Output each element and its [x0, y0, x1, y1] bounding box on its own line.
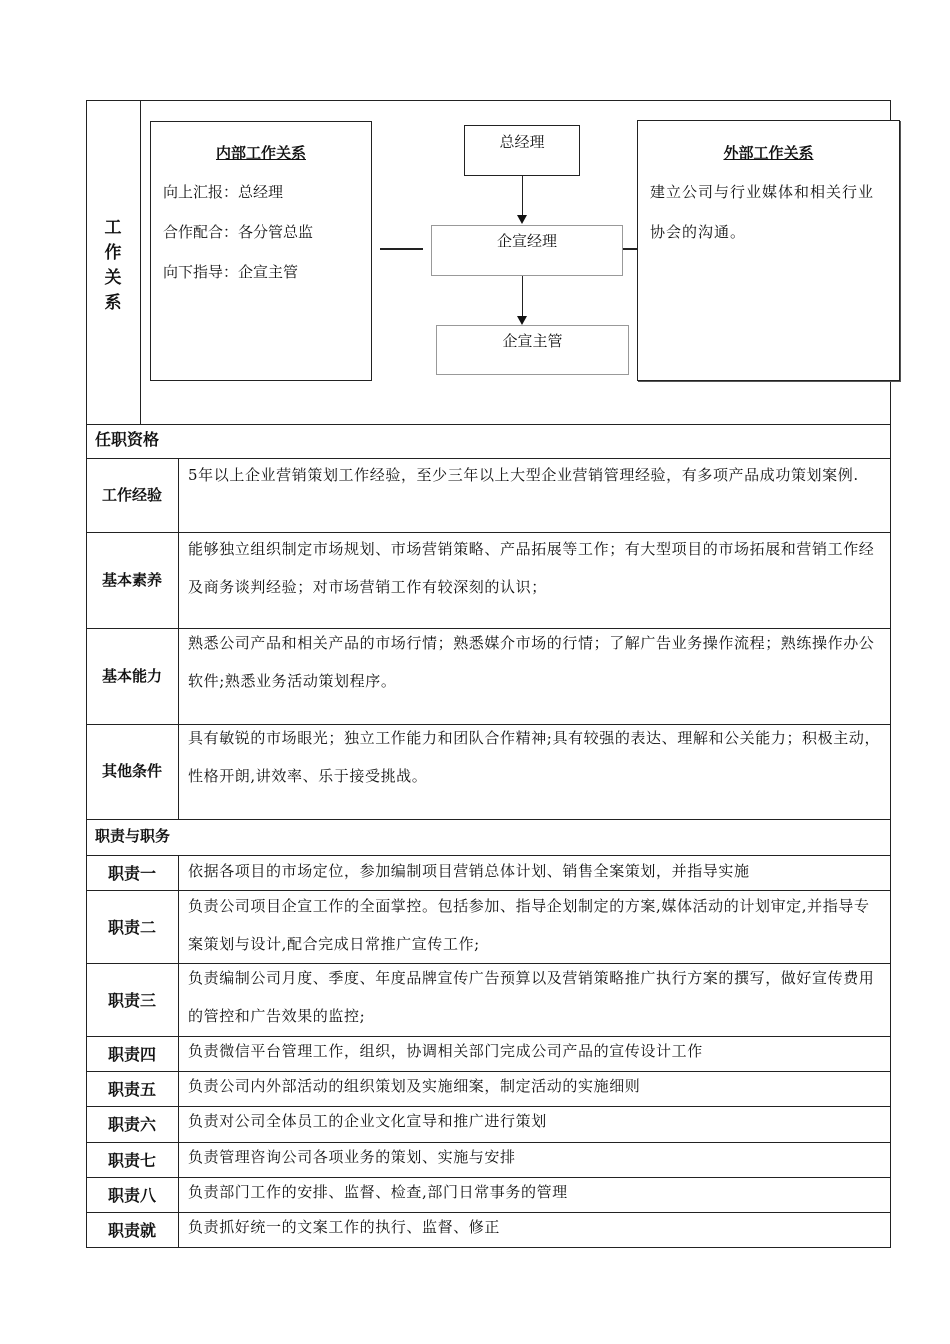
arrow-down-icon — [517, 215, 527, 224]
table-border-bottom — [86, 1247, 891, 1248]
duty-text: 依据各项目的市场定位，参加编制项目营销总体计划、销售全案策划，并指导实施 — [188, 862, 750, 880]
qualifications-header: 任职资格 — [95, 430, 160, 449]
duty-text: 负责部门工作的安排、监督、检查,部门日常事务的管理 — [188, 1183, 568, 1201]
org-node-top-label: 总经理 — [499, 133, 545, 151]
row-divider — [86, 1142, 891, 1143]
duties-header: 职责与职务 — [95, 827, 171, 845]
relations-label-char: 系 — [104, 293, 122, 313]
row-divider — [86, 1177, 891, 1178]
duty-text: 负责管理咨询公司各项业务的策划、实施与安排 — [188, 1148, 516, 1166]
duty-text: 负责公司内外部活动的组织策划及实施细案，制定活动的实施细则 — [188, 1077, 641, 1095]
internal-relations-title: 内部工作关系 — [215, 144, 306, 162]
external-connector-line — [623, 248, 637, 250]
duty-text: 负责抓好统一的文案工作的执行、监督、修正 — [188, 1218, 501, 1236]
duty-text: 负责编制公司月度、季度、年度品牌宣传广告预算以及营销策略推广执行方案的撰写，做好宣传费用的管控和广告效果的监控; — [188, 969, 875, 1025]
relations-label-char: 作 — [104, 243, 122, 263]
duty-label: 职责三 — [107, 991, 156, 1010]
duty-label: 职责二 — [107, 918, 156, 937]
duties-header-line — [86, 855, 891, 856]
duty-text: 负责微信平台管理工作，组织，协调相关部门完成公司产品的宣传设计工作 — [188, 1042, 703, 1060]
relations-bottom-line — [86, 424, 891, 425]
row-divider — [86, 1106, 891, 1107]
org-arrow-line — [522, 276, 523, 316]
external-relation-line: 建立公司与行业媒体和相关行业 — [650, 183, 875, 201]
relations-label-char: 工 — [104, 218, 122, 238]
external-relation-line: 协会的沟通。 — [650, 223, 747, 241]
duty-label: 职责六 — [107, 1115, 156, 1134]
internal-connector-line — [380, 248, 423, 250]
org-arrow-line — [522, 176, 523, 215]
duty-label: 职责五 — [107, 1080, 156, 1099]
qualification-text: 5年以上企业营销策划工作经验，至少三年以上大型企业营销管理经验，有多项产品成功策划案例. — [188, 466, 859, 484]
qualification-text: 具有敏锐的市场眼光；独立工作能力和团队合作精神;具有较强的表达、理解和公关能力；积极主动，性格开朗,讲效率、乐于接受挑战。 — [188, 729, 881, 785]
internal-relation-line: 合作配合：各分管总监 — [163, 223, 314, 241]
duty-label: 职责七 — [107, 1151, 156, 1170]
qualification-label: 基本能力 — [101, 667, 162, 685]
duty-label: 职责四 — [107, 1045, 156, 1064]
qualification-label: 其他条件 — [101, 762, 162, 780]
internal-relation-line: 向上汇报：总经理 — [163, 183, 284, 201]
relations-label-char: 关 — [104, 268, 122, 288]
duty-text: 负责对公司全体员工的企业文化宣导和推广进行策划 — [188, 1112, 547, 1130]
external-relations-title: 外部工作关系 — [723, 144, 814, 162]
duties-column-divider — [178, 855, 179, 1247]
duty-label: 职责就 — [107, 1221, 156, 1240]
table-border-top — [86, 100, 891, 101]
qualification-text: 熟悉公司产品和相关产品的市场行情；熟悉媒介市场的行情；了解广告业务操作流程；熟练操作办公软件;熟悉业务活动策划程序。 — [188, 634, 875, 690]
qualification-label: 基本素养 — [101, 571, 162, 589]
row-divider — [86, 819, 891, 820]
duty-label: 职责八 — [107, 1186, 156, 1205]
duty-label: 职责一 — [107, 864, 156, 883]
qualification-text: 能够独立组织制定市场规划、市场营销策略、产品拓展等工作；有大型项目的市场拓展和营销工作经及商务谈判经验；对市场营销工作有较深刻的认识； — [188, 540, 875, 596]
row-divider — [86, 1212, 891, 1213]
org-node-bottom-label: 企宣主管 — [502, 332, 563, 350]
arrow-down-icon — [517, 316, 527, 325]
internal-relation-line: 向下指导：企宣主管 — [163, 263, 299, 281]
row-divider — [86, 1071, 891, 1072]
org-node-middle-label: 企宣经理 — [496, 232, 557, 250]
qualifications-column-divider — [178, 458, 179, 820]
qualification-label: 工作经验 — [101, 486, 162, 504]
relations-divider — [140, 100, 141, 425]
duty-text: 负责公司项目企宣工作的全面掌控。包括参加、指导企划制定的方案,媒体活动的计划审定,并指导专案策划与设计,配合完成日常推广宣传工作; — [188, 897, 870, 953]
row-divider — [86, 1036, 891, 1037]
